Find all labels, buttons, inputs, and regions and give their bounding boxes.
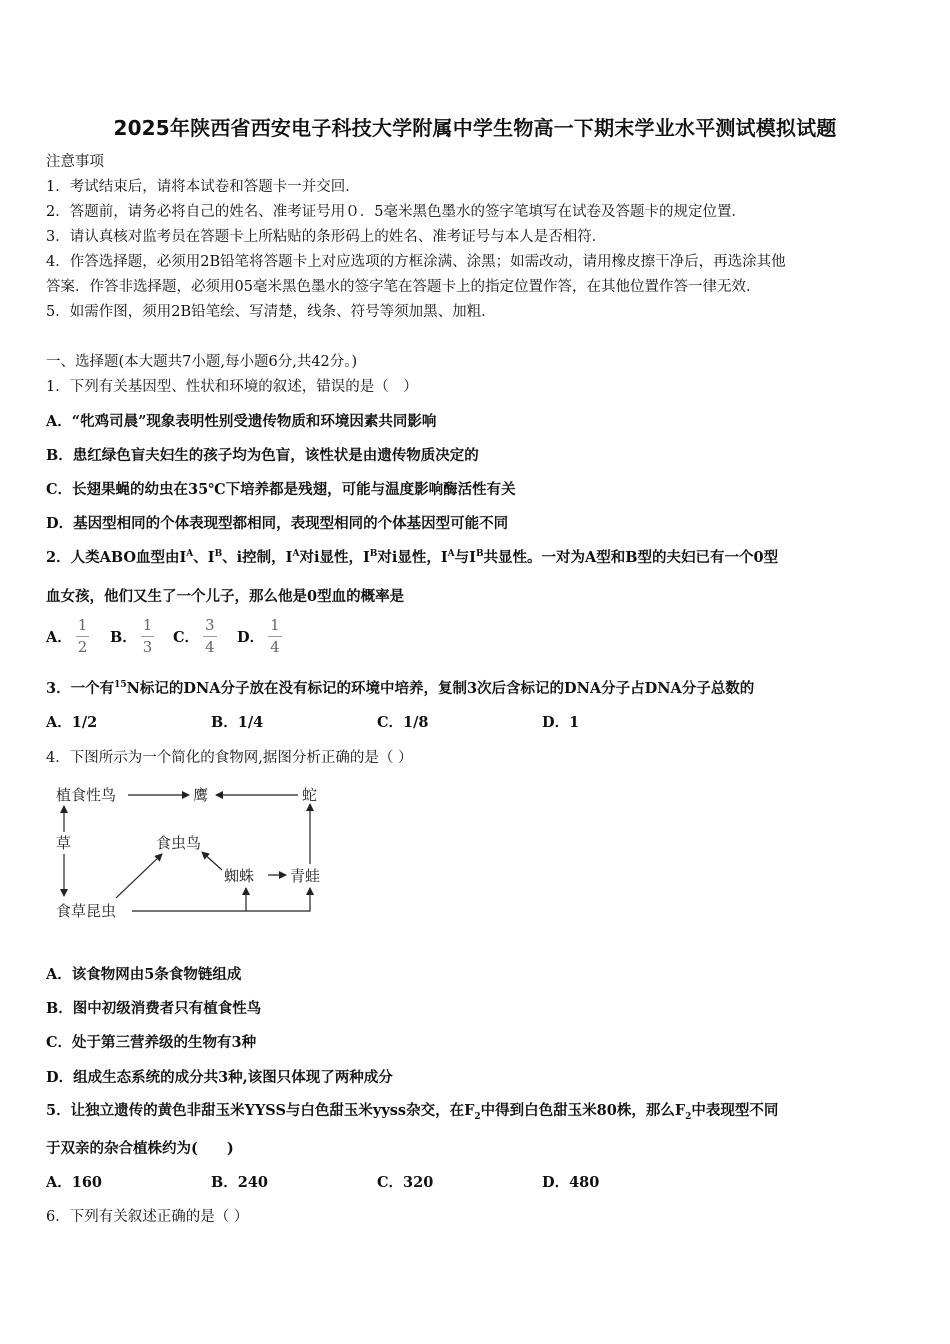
question-2-option-d — [237, 618, 286, 655]
q2-sup: B — [369, 549, 378, 560]
question-4-option-a: A．该食物网由5条食物链组成 — [46, 966, 242, 983]
notice-item: 5．如需作图，须用2B铅笔绘、写清楚，线条、符号等须加黑、加粗． — [46, 304, 496, 320]
notice-heading: 注意事项 — [46, 154, 104, 170]
food-web-diagram — [46, 778, 330, 938]
question-3-stem — [46, 677, 754, 698]
q5-text: 中表现型不同 — [691, 1102, 779, 1119]
node-spider: 蜘蛛 — [224, 867, 255, 885]
question-3-option-c: C．1/8 — [377, 714, 429, 731]
numerator: 1 — [141, 618, 155, 637]
q2-sup: A — [292, 549, 300, 560]
q5-sub: 2 — [474, 1111, 481, 1122]
question-6-stem: 6．下列有关叙述正确的是（ ） — [46, 1209, 249, 1225]
question-1-stem: 1．下列有关基因型、性状和环境的叙述，错误的是（ ） — [46, 379, 418, 395]
option-label: B． — [110, 629, 137, 646]
option-label: D． — [237, 629, 265, 646]
q2-text: 与I — [454, 549, 476, 566]
question-1-option-d: D．基因型相同的个体表现型都相同，表现型相同的个体基因型可能不同 — [46, 515, 509, 532]
node-herbivorous-bird: 植食性鸟 — [56, 786, 117, 804]
question-2-option-a — [46, 618, 93, 655]
q2-sup: A — [186, 549, 194, 560]
notice-item: 4．作答选择题，必须用2B铅笔将答题卡上对应选项的方框涂满、涂黑；如需改动，请用橡皮擦干净后，再选涂其他 — [46, 254, 786, 270]
q5-sub: 2 — [685, 1111, 692, 1122]
notice-item: 3．请认真核对监考员在答题卡上所粘贴的条形码上的姓名、准考证号与本人是否相符． — [46, 229, 607, 245]
question-4-option-b: B．图中初级消费者只有植食性鸟 — [46, 1000, 262, 1017]
question-5-option-d: D．480 — [542, 1174, 600, 1191]
denominator: 3 — [142, 638, 153, 656]
q2-text: 对i显性，I — [299, 549, 370, 566]
question-1-option-b: B．患红绿色盲夫妇生的孩子均为色盲，该性状是由遗传物质决定的 — [46, 447, 479, 464]
question-4-option-d: D．组成生态系统的成分共3种,该图只体现了两种成分 — [46, 1069, 393, 1086]
question-5-option-b: B．240 — [211, 1174, 269, 1191]
question-3-option-a: A．1/2 — [46, 714, 98, 731]
section-heading: 一、选择题(本大题共7小题,每小题6分,共42分。) — [46, 354, 358, 370]
question-2-options — [46, 618, 346, 666]
q2-sup: B — [475, 549, 484, 560]
notice-item: 1．考试结束后，请将本试卷和答题卡一并交回． — [46, 179, 360, 195]
page-title: 2025年陕西省西安电子科技大学附属中学生物高一下期末学业水平测试模拟试题 — [113, 116, 837, 140]
q2-text: 对i显性，I — [377, 549, 448, 566]
question-2-option-b — [110, 618, 158, 655]
fraction — [268, 618, 282, 655]
question-5-options — [46, 1171, 666, 1191]
numerator: 1 — [76, 618, 90, 637]
node-snake: 蛇 — [302, 786, 318, 804]
question-1-option-a: A．“牝鸡司晨”现象表明性别受遗传物质和环境因素共同影响 — [46, 413, 437, 430]
notice-item: 2．答题前，请务必将自己的姓名、准考证号用０．5毫米黑色墨水的签字笔填写在试卷及答题卡的规定位置． — [46, 204, 746, 220]
question-5-stem — [46, 1099, 778, 1122]
question-4-option-c: C．处于第三营养级的生物有3种 — [46, 1034, 257, 1051]
option-label: C． — [173, 629, 200, 646]
q2-text: 共显性。一对为A型和B型的夫妇已有一个0型 — [483, 549, 779, 566]
q5-text: 中得到白色甜玉米80株，那么F — [480, 1102, 686, 1119]
question-3-option-b: B．1/4 — [211, 714, 264, 731]
question-3-option-d: D．1 — [542, 714, 580, 731]
question-2-stem-line2: 血女孩，他们又生了一个儿子，那么他是0型血的概率是 — [46, 588, 405, 605]
denominator: 4 — [205, 638, 215, 656]
notice-item: 答案．作答非选择题，必须用05毫米黑色墨水的签字笔在答题卡上的指定位置作答，在其他位置作答一律无效． — [46, 279, 761, 295]
node-insectivorous-bird: 食虫鸟 — [156, 834, 202, 852]
question-2-stem — [46, 546, 778, 567]
question-5-option-a: A．160 — [46, 1174, 103, 1191]
q2-sup: A — [447, 549, 455, 560]
question-5-stem-line2: 于双亲的杂合植株约为( ) — [46, 1140, 234, 1157]
q2-text: 、i控制，I — [222, 549, 293, 566]
q3-sup: 15 — [114, 680, 127, 691]
q3-text: N标记的DNA分子放在没有标记的环境中培养，复制3次后含标记的DNA分子占DNA分子总数的 — [126, 680, 755, 697]
option-label: A． — [46, 629, 72, 646]
node-hawk: 鹰 — [193, 786, 209, 804]
fraction — [203, 618, 217, 655]
q5-text: 5．让独立遗传的黄色非甜玉米YYSS与白色甜玉米yyss杂交，在F — [46, 1102, 475, 1119]
node-grass: 草 — [56, 834, 72, 852]
node-herbivorous-insect: 食草昆虫 — [56, 902, 117, 920]
question-3-options — [46, 711, 666, 731]
question-1-option-c: C．长翅果蝇的幼虫在35℃下培养都是残翅，可能与温度影响酶活性有关 — [46, 481, 516, 498]
question-5-option-c: C．320 — [377, 1174, 434, 1191]
question-4-stem: 4．下图所示为一个简化的食物网,据图分析正确的是（ ） — [46, 750, 413, 766]
numerator: 1 — [268, 618, 282, 637]
fraction — [141, 618, 155, 655]
denominator: 2 — [77, 638, 88, 656]
numerator: 3 — [203, 618, 217, 637]
question-2-option-c — [173, 618, 221, 655]
node-frog: 青蛙 — [290, 867, 321, 885]
fraction — [76, 618, 90, 655]
q2-sup: B — [214, 549, 223, 560]
q3-text: 3．一个有 — [46, 680, 115, 697]
q2-text: 2．人类ABO血型由I — [46, 549, 187, 566]
denominator: 4 — [270, 638, 280, 656]
q2-text: 、I — [193, 549, 215, 566]
